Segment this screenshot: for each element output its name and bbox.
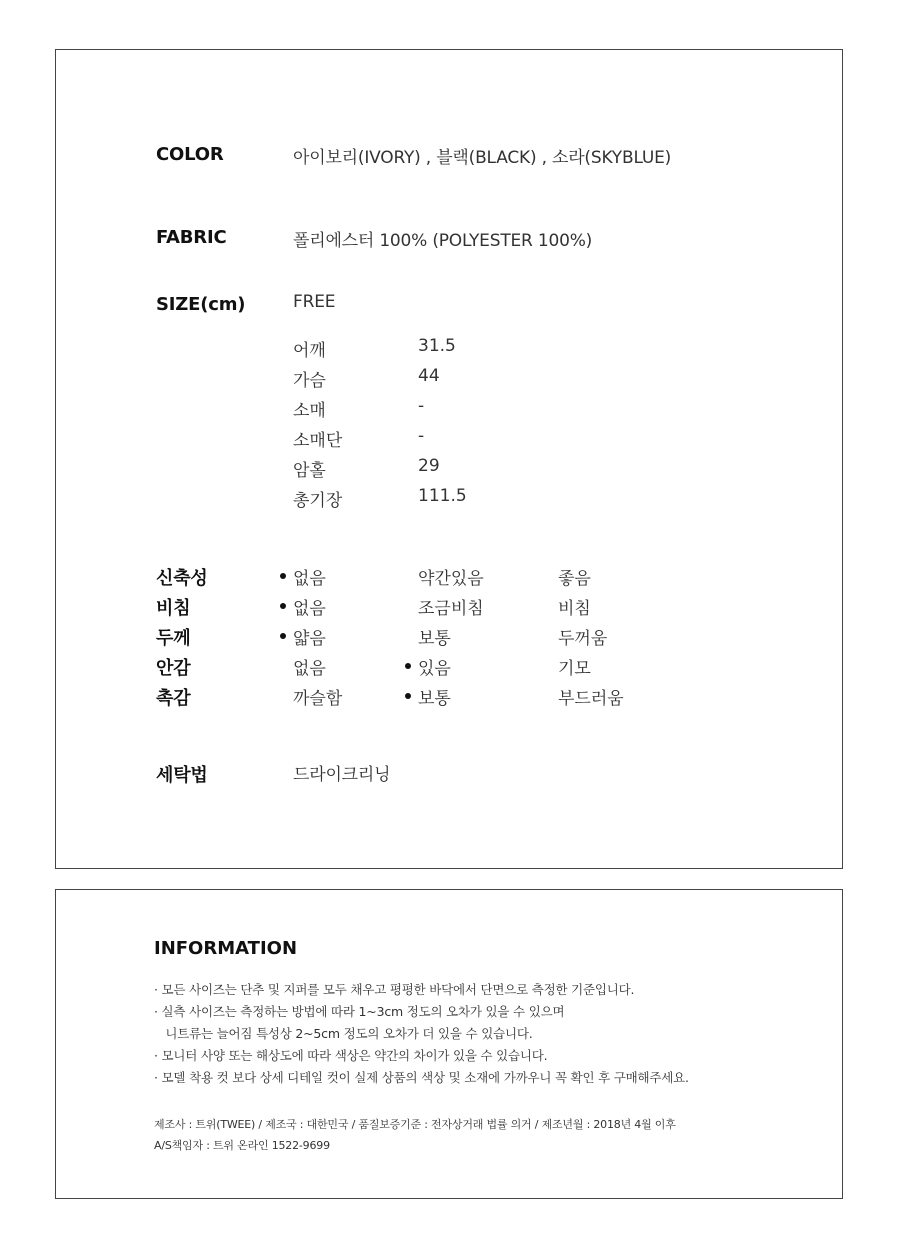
information-title: INFORMATION [154, 938, 298, 959]
information-panel [55, 889, 843, 1199]
attribute-option: 까슬함 [293, 689, 343, 709]
color-value: 아이보리(IVORY) , 블랙(BLACK) , 소라(SKYBLUE) [293, 148, 672, 168]
color-label: COLOR [156, 144, 224, 165]
attribute-option: 두꺼움 [558, 629, 608, 649]
size-row-name: 총기장 [293, 491, 343, 511]
attribute-option: 보통 [418, 629, 451, 649]
as-contact-info: A/S책임자 : 트위 온라인 1522-9699 [154, 1139, 330, 1152]
size-row-value: 31.5 [418, 336, 456, 356]
size-free: FREE [293, 292, 336, 312]
spec-panel [55, 49, 843, 869]
information-line: · 모니터 사양 또는 해상도에 따라 색상은 약간의 차이가 있을 수 있습니다. [154, 1048, 548, 1063]
washing-value: 드라이크리닝 [293, 765, 391, 785]
size-row-value: - [418, 426, 425, 446]
attribute-option: 없음 [293, 659, 326, 679]
selected-dot-icon [280, 603, 286, 609]
attribute-label: 비침 [156, 598, 191, 619]
attribute-option-selected: 없음 [293, 569, 326, 589]
attribute-option: 좋음 [558, 569, 591, 589]
information-line: 니트류는 늘어짐 특성상 2~5cm 정도의 오차가 더 있을 수 있습니다. [154, 1026, 533, 1041]
information-line: · 모든 사이즈는 단추 및 지퍼를 모두 채우고 평평한 바닥에서 단면으로 측정한 기준입니다. [154, 982, 635, 997]
attribute-option: 약간있음 [418, 569, 484, 589]
size-row-name: 어깨 [293, 341, 326, 361]
attribute-option: 기모 [558, 659, 591, 679]
attribute-option: 부드러움 [558, 689, 624, 709]
selected-dot-icon [405, 693, 411, 699]
selected-dot-icon [280, 573, 286, 579]
information-line: · 실측 사이즈는 측정하는 방법에 따라 1~3cm 정도의 오차가 있을 수 있으며 [154, 1004, 565, 1019]
size-label: SIZE(cm) [156, 294, 246, 315]
attribute-option-selected: 없음 [293, 599, 326, 619]
size-row-value: 29 [418, 456, 440, 476]
attribute-label: 안감 [156, 658, 191, 679]
fabric-value: 폴리에스터 100% (POLYESTER 100%) [293, 231, 593, 251]
attribute-option: 비침 [558, 599, 591, 619]
attribute-option-selected: 얇음 [293, 629, 326, 649]
size-row-name: 가슴 [293, 371, 326, 391]
size-row-value: 111.5 [418, 486, 467, 506]
attribute-option: 조금비침 [418, 599, 484, 619]
washing-label: 세탁법 [156, 765, 208, 786]
selected-dot-icon [280, 633, 286, 639]
manufacturer-info: 제조사 : 트위(TWEE) / 제조국 : 대한민국 / 품질보증기준 : 전자상거래 법률 의거 / 제조년월 : 2018년 4월 이후 [154, 1118, 676, 1131]
size-row-value: - [418, 396, 425, 416]
fabric-label: FABRIC [156, 227, 227, 248]
size-row-value: 44 [418, 366, 440, 386]
selected-dot-icon [405, 663, 411, 669]
information-line: · 모델 착용 컷 보다 상세 디테일 컷이 실제 상품의 색상 및 소재에 가까우니 꼭 확인 후 구매해주세요. [154, 1070, 689, 1085]
attribute-label: 신축성 [156, 568, 208, 589]
size-row-name: 소매단 [293, 431, 343, 451]
attribute-label: 촉감 [156, 688, 191, 709]
size-row-name: 암홀 [293, 461, 326, 481]
attribute-option-selected: 보통 [418, 689, 451, 709]
attribute-label: 두께 [156, 628, 191, 649]
size-row-name: 소매 [293, 401, 326, 421]
attribute-option-selected: 있음 [418, 659, 451, 679]
